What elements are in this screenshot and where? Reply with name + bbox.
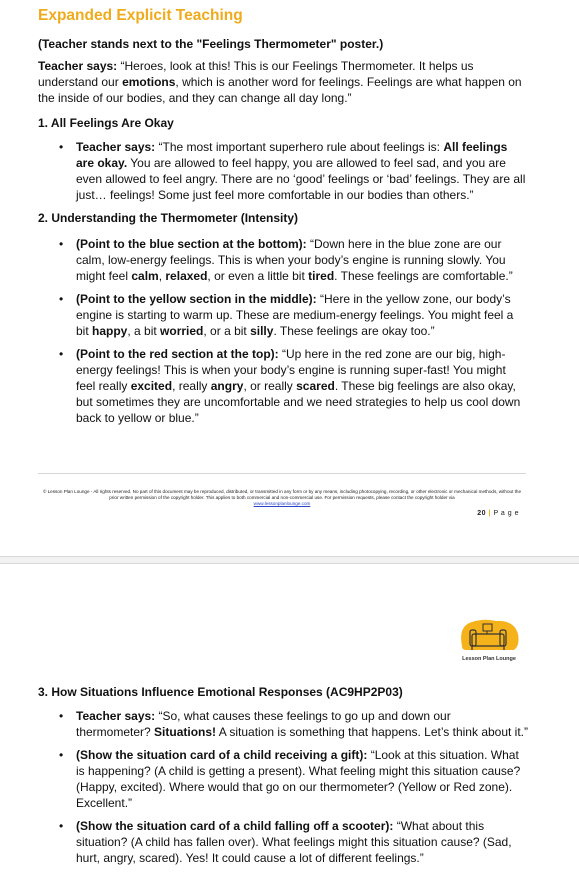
subheading-thermometer: 2. Understanding the Thermometer (Intensity): [38, 211, 299, 225]
page-separator: [0, 556, 579, 564]
intro-note: (Teacher stands next to the "Feelings Thermometer" poster.): [38, 37, 384, 51]
bullet-dot: •: [59, 748, 64, 762]
lesson-plan-lounge-logo-icon: [456, 616, 522, 656]
footer-copyright: © Lesson Plan Lounge - All rights reserved. No part of this document may be reproduced, distributed, or transmitted in any form or by any means, including photocopying, recording, or other electronic or mechanical methods, without the prior written permission of the copyright holder. This applies to both commercial and non-commercial use. For permission requests, please contact the copyright holder via www.lessonplanlounge.com: [42, 489, 522, 506]
footer-website-link[interactable]: www.lessonplanlounge.com: [253, 501, 311, 506]
bullet-dot: •: [59, 709, 64, 723]
subheading-situations: 3. How Situations Influence Emotional Responses (AC9HP2P03): [38, 685, 403, 699]
bullet-dot: •: [59, 347, 64, 361]
list-item-blue-zone: (Point to the blue section at the bottom): “Down here in the blue zone are our calm, low-energy feelings. This is when your body’s engine is running slowly. You might feel calm, relaxed, or even a little bit tired. These feelings are comfortable.”: [76, 237, 513, 283]
document-page-21: [0, 564, 579, 873]
list-item-scooter-card: (Show the situation card of a child falling off a scooter): “What about this situation? (A child has fallen over). What feelings might this situation cause? (Sad, hurt, angry, scared). Yes! It could cause a lot of different feelings.”: [76, 819, 512, 865]
section-title: Expanded Explicit Teaching: [38, 7, 243, 24]
subheading-all-feelings-okay: 1. All Feelings Are Okay: [38, 116, 174, 130]
list-item-feelings-okay: Teacher says: “The most important superhero rule about feelings is: All feelings are okay. You are allowed to feel happy, you are allowed to feel sad, and you are even allowed to feel angry. There are no ‘good’ feelings or ‘bad’ feelings. They are all just… feelings! Some just feel more comfortable in our bodies than others.”: [76, 140, 526, 202]
intro-paragraph: Teacher says: “Heroes, look at this! This is our Feelings Thermometer. It helps us understand our emotions, which is another word for feelings. Feelings are what happen on the inside of our bodies, and they can change all day long.”: [38, 59, 522, 105]
bullet-dot: •: [59, 292, 64, 306]
bullet-dot: •: [59, 819, 64, 833]
teacher-says-label: Teacher says:: [38, 59, 118, 73]
list-item-red-zone: (Point to the red section at the top): “Up here in the red zone are our big, high-energy feelings! This is when your body’s engine is running super-fast! You might feel really excited, really angry, or really scared. These big feelings are also okay, but sometimes they are uncomfortable and we need strategies to help us cool down back to yellow or blue.”: [76, 347, 521, 425]
list-item-situations-intro: Teacher says: “So, what causes these feelings to go up and down our thermometer? Situations! A situation is something that happens. Let’s think about it.”: [76, 709, 529, 739]
list-item-gift-card: (Show the situation card of a child receiving a gift): “Look at this situation. What is happening? (A child is getting a present). What feeling might this situation cause? (Happy, excited). Where would that go on our thermometer? (Yellow or Red zone). Excellent.”: [76, 748, 521, 810]
footer-divider: [38, 473, 526, 474]
logo-wordmark: Lesson Plan Lounge: [462, 656, 516, 662]
bullet-dot: •: [59, 140, 64, 154]
bullet-dot: •: [59, 237, 64, 251]
list-item-yellow-zone: (Point to the yellow section in the middle): “Here in the yellow zone, our body’s engine is starting to warm up. These are medium-energy feelings. You might feel a bit happy, a bit worried, or a bit silly. These feelings are okay too.”: [76, 292, 514, 338]
page-number: 20 | P a g e: [477, 510, 519, 517]
